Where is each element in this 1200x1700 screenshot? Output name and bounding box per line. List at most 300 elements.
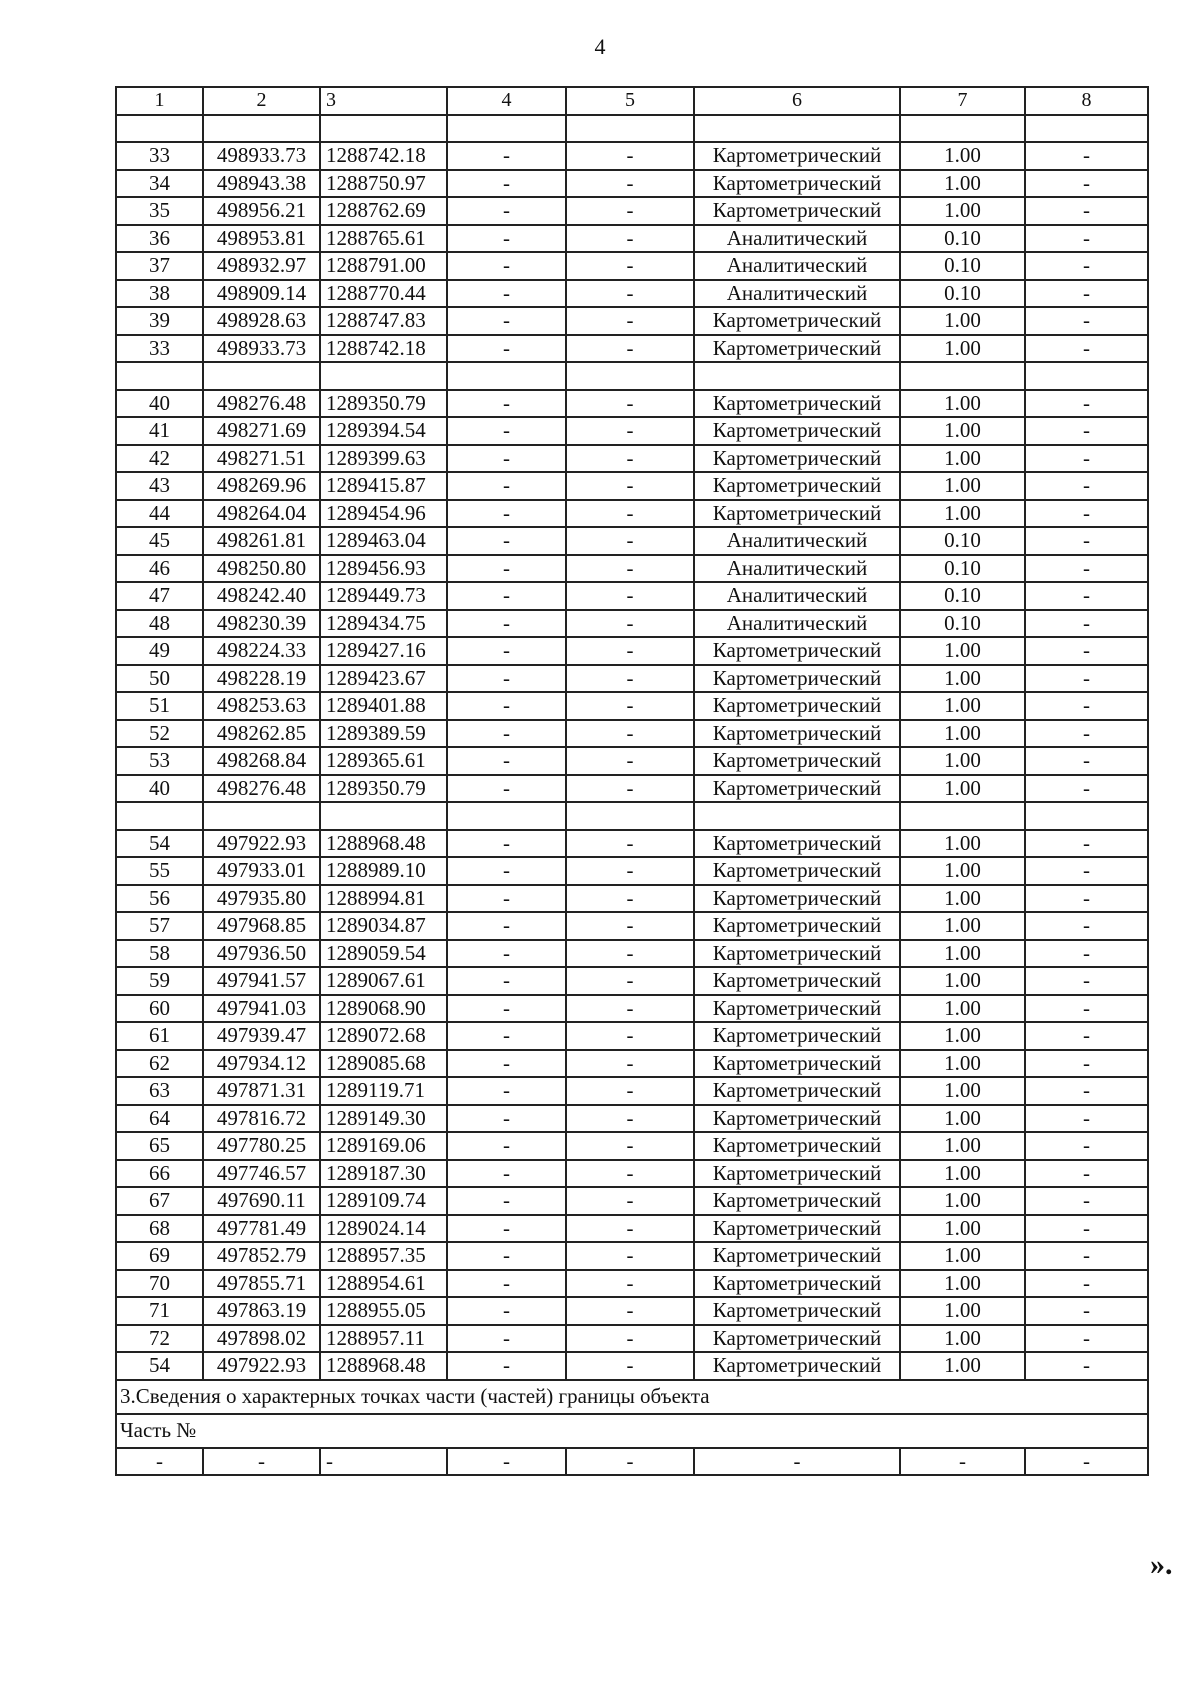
table-cell-col-7: 1.00 (900, 1352, 1025, 1380)
table-row (116, 1050, 1148, 1078)
table-cell-col-6: Картометрический (694, 417, 900, 445)
table-cell-col-4: - (447, 225, 566, 253)
table-cell-col-3: 1289149.30 (320, 1105, 447, 1133)
header-row (116, 87, 1148, 115)
table-cell-col-4: - (447, 1270, 566, 1298)
table-cell-col-1: 51 (116, 692, 203, 720)
table-cell-col-8 (1025, 362, 1148, 390)
table-row (116, 1022, 1148, 1050)
table-cell-col-6: Аналитический (694, 280, 900, 308)
table-cell-col-7: 1.00 (900, 1215, 1025, 1243)
table-cell-col-8: - (1025, 335, 1148, 363)
table-cell-col-8 (1025, 115, 1148, 143)
table-row (116, 445, 1148, 473)
table-cell-col-2: 497781.49 (203, 1215, 320, 1243)
table-cell-col-4: - (447, 390, 566, 418)
table-row (116, 1077, 1148, 1105)
table-row (116, 775, 1148, 803)
table-cell-col-1: 34 (116, 170, 203, 198)
table-cell-col-4: - (447, 252, 566, 280)
table-cell-col-6: Картометрический (694, 500, 900, 528)
table-cell-col-3: 1289072.68 (320, 1022, 447, 1050)
table-cell-col-5: - (566, 747, 694, 775)
table-cell-col-2: 497935.80 (203, 885, 320, 913)
table-cell-col-8: - (1025, 1352, 1148, 1380)
table-cell-col-2: 497939.47 (203, 1022, 320, 1050)
table-cell-col-2: 497968.85 (203, 912, 320, 940)
table-row (116, 527, 1148, 555)
table-row (116, 967, 1148, 995)
table-cell-col-8: - (1025, 527, 1148, 555)
table-cell-col-7: 1.00 (900, 1022, 1025, 1050)
table-cell-col-1: 41 (116, 417, 203, 445)
table-cell-col-3: 1289456.93 (320, 555, 447, 583)
table-cell-col-5: - (566, 857, 694, 885)
table-cell-col-8: - (1025, 1297, 1148, 1325)
table-cell-col-5: - (566, 555, 694, 583)
table-cell-col-6: Картометрический (694, 1105, 900, 1133)
table-cell-col-6: Картометрический (694, 720, 900, 748)
table-cell-col-8: - (1025, 280, 1148, 308)
table-cell-col-1: 1 (116, 87, 203, 115)
table-cell-col-5: - (566, 527, 694, 555)
table-cell-col-3: 1288957.35 (320, 1242, 447, 1270)
table-cell-col-2: 498230.39 (203, 610, 320, 638)
table-row (116, 1215, 1148, 1243)
table-cell-col-8: - (1025, 940, 1148, 968)
table-cell-col-2: 498276.48 (203, 775, 320, 803)
table-cell-col-8: - (1025, 1077, 1148, 1105)
table-cell-col-8: - (1025, 885, 1148, 913)
table-cell-col-2: 498271.51 (203, 445, 320, 473)
table-cell-col-7: 0.10 (900, 610, 1025, 638)
table-cell-col-6: Картометрический (694, 1352, 900, 1380)
table-cell-col-7: 0.10 (900, 555, 1025, 583)
table-row (116, 225, 1148, 253)
table-cell-col-3: 1288954.61 (320, 1270, 447, 1298)
table-cell-col-6: - (694, 1448, 900, 1476)
table-cell-col-3: 1289085.68 (320, 1050, 447, 1078)
table-cell-col-2: 497871.31 (203, 1077, 320, 1105)
table-cell-col-3: 1289463.04 (320, 527, 447, 555)
table-cell-col-4: - (447, 170, 566, 198)
coordinates-table (115, 86, 1149, 1476)
table-cell-col-1: 61 (116, 1022, 203, 1050)
table-cell-col-2: 498261.81 (203, 527, 320, 555)
table-cell-col-4: - (447, 637, 566, 665)
table-cell-col-7: 1.00 (900, 390, 1025, 418)
table-cell-col-5: - (566, 967, 694, 995)
table-cell-col-7: 1.00 (900, 1270, 1025, 1298)
table-cell-col-1 (116, 802, 203, 830)
table-cell-col-1: 38 (116, 280, 203, 308)
table-cell-col-6: Картометрический (694, 912, 900, 940)
table-cell-col-1: 53 (116, 747, 203, 775)
table-cell-col-2: 498228.19 (203, 665, 320, 693)
table-cell-col-8: 8 (1025, 87, 1148, 115)
table-cell-col-7 (900, 802, 1025, 830)
table-cell-col-7: 0.10 (900, 225, 1025, 253)
table-cell-col-3: 1289389.59 (320, 720, 447, 748)
table-cell-col-2: 498956.21 (203, 197, 320, 225)
table-cell-col-1: 68 (116, 1215, 203, 1243)
table-cell-col-1: 52 (116, 720, 203, 748)
table-cell-col-8: - (1025, 1448, 1148, 1476)
table-cell-col-8: - (1025, 142, 1148, 170)
table-cell-col-2: 498264.04 (203, 500, 320, 528)
table-cell-col-7: 1.00 (900, 197, 1025, 225)
table-cell-col-4: - (447, 582, 566, 610)
table-cell-col-2: 498943.38 (203, 170, 320, 198)
table-row (116, 830, 1148, 858)
table-cell-col-8: - (1025, 665, 1148, 693)
table-cell-col-3 (320, 362, 447, 390)
table-cell-col-5: - (566, 1077, 694, 1105)
table-cell-col-2: 498269.96 (203, 472, 320, 500)
table-cell-col-5: - (566, 1050, 694, 1078)
table-cell-col-7: 1.00 (900, 775, 1025, 803)
table-cell-col-5: - (566, 280, 694, 308)
table-cell-col-2 (203, 115, 320, 143)
table-cell-col-3: 1288791.00 (320, 252, 447, 280)
table-row (116, 692, 1148, 720)
table-cell-col-5: - (566, 1215, 694, 1243)
table-cell-col-5 (566, 115, 694, 143)
table-row (116, 995, 1148, 1023)
table-cell-col-8: - (1025, 857, 1148, 885)
table-cell-col-4: - (447, 417, 566, 445)
table-row (116, 417, 1148, 445)
table-cell-col-3: 1288747.83 (320, 307, 447, 335)
table-cell-col-2: 498250.80 (203, 555, 320, 583)
table-cell-col-1: 45 (116, 527, 203, 555)
table-cell-col-1: 56 (116, 885, 203, 913)
table-cell-col-3: 1289024.14 (320, 1215, 447, 1243)
part-number-label-row (116, 1414, 1148, 1448)
table-cell-col-3: 1289365.61 (320, 747, 447, 775)
table-row (116, 555, 1148, 583)
table-cell-col-1: 40 (116, 775, 203, 803)
table-cell-col-1: 36 (116, 225, 203, 253)
table-cell-col-8: - (1025, 747, 1148, 775)
table-cell-col-6 (694, 362, 900, 390)
table-row (116, 912, 1148, 940)
table-cell-col-5: - (566, 1242, 694, 1270)
table-cell-col-1: 64 (116, 1105, 203, 1133)
table-cell-col-3 (320, 802, 447, 830)
table-cell-col-5: - (566, 1297, 694, 1325)
table-cell-col-1: 40 (116, 390, 203, 418)
table-row (116, 335, 1148, 363)
table-cell-col-8: - (1025, 197, 1148, 225)
table-cell-col-5 (566, 802, 694, 830)
table-cell-col-6: Картометрический (694, 1160, 900, 1188)
table-row (116, 252, 1148, 280)
table-row (116, 940, 1148, 968)
table-cell-col-2: 498909.14 (203, 280, 320, 308)
table-cell-col-6: Картометрический (694, 1187, 900, 1215)
table-cell-col-2: 497898.02 (203, 1325, 320, 1353)
table-cell-col-6: Аналитический (694, 610, 900, 638)
table-cell-col-7: 1.00 (900, 912, 1025, 940)
table-cell-col-1: 35 (116, 197, 203, 225)
table-cell-col-1: 72 (116, 1325, 203, 1353)
table-cell-col-4: - (447, 472, 566, 500)
table-row (116, 142, 1148, 170)
table-cell-col-4: - (447, 692, 566, 720)
table-cell-col-8: - (1025, 912, 1148, 940)
table-cell-col-5: - (566, 170, 694, 198)
table-cell-col-3: 1288762.69 (320, 197, 447, 225)
table-cell-col-7: 1.00 (900, 142, 1025, 170)
table-cell-col-3: 1289401.88 (320, 692, 447, 720)
table-cell-col-6 (694, 115, 900, 143)
table-cell-col-8: - (1025, 830, 1148, 858)
table-cell-col-2: 498242.40 (203, 582, 320, 610)
table-cell-col-3 (320, 115, 447, 143)
table-cell-col-2: 497941.03 (203, 995, 320, 1023)
table-cell-col-2: 497863.19 (203, 1297, 320, 1325)
table-cell-col-5: - (566, 1352, 694, 1380)
table-cell-col-2 (203, 362, 320, 390)
table-cell-col-7: 0.10 (900, 527, 1025, 555)
table-cell-col-7: 1.00 (900, 967, 1025, 995)
table-cell-col-7: 1.00 (900, 1105, 1025, 1133)
table-cell-col-4: 4 (447, 87, 566, 115)
table-cell-col-8: - (1025, 225, 1148, 253)
table-cell-col-6 (694, 802, 900, 830)
section-3-title-row (116, 1380, 1148, 1414)
table-cell-col-5: - (566, 500, 694, 528)
table-cell-col-5: - (566, 197, 694, 225)
table-cell-col-3: 1288765.61 (320, 225, 447, 253)
table-cell-col-1: 39 (116, 307, 203, 335)
table-cell-col-4: - (447, 775, 566, 803)
table-cell-col-6: Картометрический (694, 142, 900, 170)
table-cell-col-7: 1.00 (900, 1242, 1025, 1270)
table-cell-col-8: - (1025, 1105, 1148, 1133)
table-cell-col-6: Картометрический (694, 775, 900, 803)
table-cell-col-2: 498933.73 (203, 142, 320, 170)
table-cell-col-7: 1.00 (900, 417, 1025, 445)
table-cell-col-5: - (566, 830, 694, 858)
table-cell-col-3: 1289068.90 (320, 995, 447, 1023)
table-row (116, 280, 1148, 308)
table-cell-col-2: - (203, 1448, 320, 1476)
table-cell-col-4 (447, 362, 566, 390)
table-cell-col-1 (116, 362, 203, 390)
table-row (116, 885, 1148, 913)
table-row (116, 1242, 1148, 1270)
table-cell-col-2: 497933.01 (203, 857, 320, 885)
table-cell-col-2: 497922.93 (203, 830, 320, 858)
table-cell-col-5: - (566, 1022, 694, 1050)
table-cell-col-7 (900, 115, 1025, 143)
table-cell-col-4: - (447, 830, 566, 858)
table-cell-col-8: - (1025, 1270, 1148, 1298)
table-cell-col-8: - (1025, 775, 1148, 803)
table-row (116, 637, 1148, 665)
table-cell-col-5: - (566, 335, 694, 363)
table-cell-col-2: 497941.57 (203, 967, 320, 995)
table-row (116, 747, 1148, 775)
table-cell-col-8: - (1025, 445, 1148, 473)
table-cell-col-5: - (566, 637, 694, 665)
table-cell-col-7: 1.00 (900, 637, 1025, 665)
table-cell-col-6: Картометрический (694, 665, 900, 693)
table-cell-col-1: 47 (116, 582, 203, 610)
table-cell-col-7: 1.00 (900, 940, 1025, 968)
table-cell-col-6: Картометрический (694, 747, 900, 775)
table-cell-col-1: 46 (116, 555, 203, 583)
table-cell-col-6: Картометрический (694, 445, 900, 473)
table-cell-col-3: 1288742.18 (320, 142, 447, 170)
table-cell-col-8: - (1025, 307, 1148, 335)
part-points-row (116, 1448, 1148, 1476)
part-number-label: Часть № (116, 1414, 1148, 1448)
table-row (116, 1105, 1148, 1133)
table-cell-col-1: - (116, 1448, 203, 1476)
table-cell-col-6: Картометрический (694, 857, 900, 885)
table-cell-col-2: 498224.33 (203, 637, 320, 665)
table-cell-col-4: - (447, 1448, 566, 1476)
table-cell-col-3: 1289427.16 (320, 637, 447, 665)
table-cell-col-6: Картометрический (694, 197, 900, 225)
table-cell-col-3: 1289423.67 (320, 665, 447, 693)
table-cell-col-5: - (566, 995, 694, 1023)
table-cell-col-1: 54 (116, 1352, 203, 1380)
table-cell-col-5: - (566, 390, 694, 418)
table-cell-col-6: Картометрический (694, 967, 900, 995)
table-cell-col-2: 498276.48 (203, 390, 320, 418)
table-cell-col-2: 498253.63 (203, 692, 320, 720)
table-cell-col-6: Картометрический (694, 1270, 900, 1298)
table-cell-col-4: - (447, 445, 566, 473)
table-cell-col-7: 1.00 (900, 692, 1025, 720)
table-cell-col-3: 1288750.97 (320, 170, 447, 198)
table-cell-col-8: - (1025, 1187, 1148, 1215)
table-cell-col-4: - (447, 995, 566, 1023)
table-cell-col-8: - (1025, 170, 1148, 198)
table-row (116, 582, 1148, 610)
table-cell-col-5: - (566, 1270, 694, 1298)
table-cell-col-8: - (1025, 252, 1148, 280)
table-cell-col-3: 1289034.87 (320, 912, 447, 940)
closing-quote-mark: ». (1150, 1548, 1173, 1581)
table-cell-col-4: - (447, 1352, 566, 1380)
table-cell-col-5: - (566, 1160, 694, 1188)
table-cell-col-4: - (447, 142, 566, 170)
table-cell-col-5: - (566, 252, 694, 280)
table-cell-col-5: - (566, 445, 694, 473)
table-cell-col-8: - (1025, 555, 1148, 583)
table-cell-col-7: 1.00 (900, 307, 1025, 335)
table-cell-col-5: 5 (566, 87, 694, 115)
table-cell-col-4: - (447, 307, 566, 335)
page-number: 4 (594, 34, 606, 59)
table-cell-col-4: - (447, 857, 566, 885)
blank-row (116, 802, 1148, 830)
table-cell-col-6: Картометрический (694, 692, 900, 720)
table-cell-col-2: 497922.93 (203, 1352, 320, 1380)
table-cell-col-7: 1.00 (900, 720, 1025, 748)
table-cell-col-3: 1289059.54 (320, 940, 447, 968)
table-cell-col-1: 69 (116, 1242, 203, 1270)
table-cell-col-2: 497852.79 (203, 1242, 320, 1270)
table-cell-col-4: - (447, 1242, 566, 1270)
table-cell-col-1: 37 (116, 252, 203, 280)
table-cell-col-8: - (1025, 1132, 1148, 1160)
table-cell-col-3: 1288968.48 (320, 830, 447, 858)
table-cell-col-4: - (447, 1105, 566, 1133)
table-cell-col-8: - (1025, 1160, 1148, 1188)
table-cell-col-3: - (320, 1448, 447, 1476)
table-cell-col-1: 54 (116, 830, 203, 858)
table-cell-col-7: 0.10 (900, 252, 1025, 280)
table-cell-col-8: - (1025, 500, 1148, 528)
table-cell-col-1: 44 (116, 500, 203, 528)
table-cell-col-7: 1.00 (900, 1077, 1025, 1105)
table-row (116, 857, 1148, 885)
table-cell-col-2 (203, 802, 320, 830)
table-cell-col-1: 67 (116, 1187, 203, 1215)
table-cell-col-3: 1289350.79 (320, 390, 447, 418)
table-cell-col-7: 1.00 (900, 1132, 1025, 1160)
table-cell-col-7: 7 (900, 87, 1025, 115)
table-cell-col-1: 63 (116, 1077, 203, 1105)
table-cell-col-7: 0.10 (900, 280, 1025, 308)
table-cell-col-4: - (447, 1022, 566, 1050)
table-cell-col-2: 497936.50 (203, 940, 320, 968)
table-cell-col-5: - (566, 912, 694, 940)
table-cell-col-3: 1288994.81 (320, 885, 447, 913)
table-cell-col-7: 1.00 (900, 857, 1025, 885)
table-cell-col-5: - (566, 665, 694, 693)
table-cell-col-8: - (1025, 692, 1148, 720)
table-cell-col-1: 55 (116, 857, 203, 885)
table-cell-col-8: - (1025, 582, 1148, 610)
table-cell-col-4: - (447, 1325, 566, 1353)
table-row (116, 307, 1148, 335)
table-cell-col-5: - (566, 885, 694, 913)
table-cell-col-8: - (1025, 1215, 1148, 1243)
table-cell-col-7: 1.00 (900, 747, 1025, 775)
table-cell-col-4: - (447, 555, 566, 583)
table-cell-col-3: 1289109.74 (320, 1187, 447, 1215)
table-cell-col-1: 71 (116, 1297, 203, 1325)
table-cell-col-4: - (447, 885, 566, 913)
table-cell-col-7: 1.00 (900, 665, 1025, 693)
table-cell-col-2: 498262.85 (203, 720, 320, 748)
table-cell-col-4: - (447, 912, 566, 940)
table-cell-col-8: - (1025, 1050, 1148, 1078)
table-row (116, 1270, 1148, 1298)
table-cell-col-2: 498928.63 (203, 307, 320, 335)
table-cell-col-6: 6 (694, 87, 900, 115)
table-cell-col-6: Картометрический (694, 335, 900, 363)
table-cell-col-8: - (1025, 720, 1148, 748)
table-cell-col-3: 1289454.96 (320, 500, 447, 528)
table-cell-col-8: - (1025, 1242, 1148, 1270)
table-cell-col-7: 1.00 (900, 472, 1025, 500)
table-cell-col-6: Картометрический (694, 940, 900, 968)
table-row (116, 1352, 1148, 1380)
table-cell-col-8: - (1025, 610, 1148, 638)
table-cell-col-6: Картометрический (694, 170, 900, 198)
table-cell-col-2: 497780.25 (203, 1132, 320, 1160)
table-cell-col-5: - (566, 610, 694, 638)
table-row (116, 665, 1148, 693)
